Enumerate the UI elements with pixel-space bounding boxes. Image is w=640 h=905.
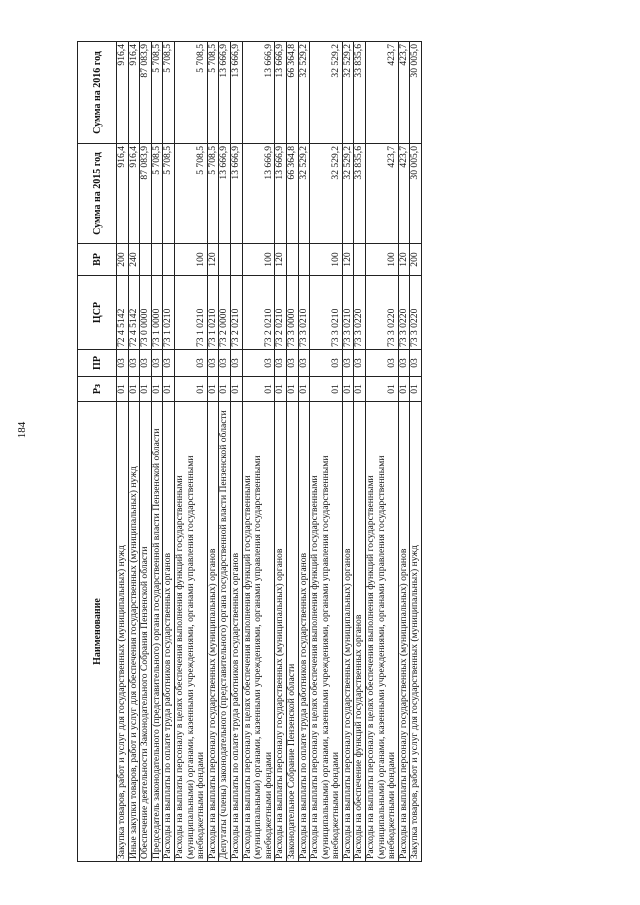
cell-sum-2015: 13 666,9: [275, 144, 287, 244]
cell-vr: 120: [207, 244, 219, 276]
cell-name: Расходы на выплаты персоналу в целях обеспечения выполнения функций государственными (муниципальными) органами, казенными учреждениями, органами управления государственными внебюджетными фондами: [366, 402, 399, 862]
cell-sum-2016: 13 666,9: [230, 42, 242, 144]
cell-sum-2015: 13 666,9: [230, 144, 242, 244]
cell-sum-2016: 5 708,5: [174, 42, 207, 144]
table-row: [117, 42, 129, 862]
cell-csr: 73 3 0000: [286, 276, 298, 350]
cell-rz: 01: [230, 377, 242, 402]
cell-vr: [298, 244, 310, 276]
cell-name: Председатель законодательного (представительного) органа государственной власти Пензенской области: [151, 402, 163, 862]
cell-vr: [354, 244, 366, 276]
cell-sum-2016: 87 083,9: [140, 42, 152, 144]
cell-pr: 03: [310, 350, 343, 377]
cell-csr: 73 1 0000: [151, 276, 163, 350]
header-rz: Рз: [78, 377, 117, 402]
cell-sum-2016: 13 666,9: [275, 42, 287, 144]
table-body: [117, 42, 422, 862]
cell-pr: 03: [219, 350, 231, 377]
cell-sum-2016: 33 835,6: [354, 42, 366, 144]
table-row: [275, 42, 287, 862]
budget-table-container: [77, 42, 575, 862]
cell-sum-2016: 423,7: [366, 42, 399, 144]
cell-csr: 73 0 0000: [140, 276, 152, 350]
cell-sum-2015: 32 529,2: [298, 144, 310, 244]
cell-name: Иные закупки товаров, работ и услуг для обеспечения государственных (муниципальных) нужд: [128, 402, 140, 862]
header-sum-2015: Сумма на 2015 год: [78, 144, 117, 244]
cell-name: Обеспечение деятельности Законодательного Собрания Пензенской области: [140, 402, 152, 862]
table-row: [242, 42, 275, 862]
cell-sum-2015: 423,7: [366, 144, 399, 244]
cell-vr: 100: [310, 244, 343, 276]
cell-sum-2015: 13 666,9: [242, 144, 275, 244]
cell-rz: 01: [398, 377, 410, 402]
cell-csr: 72 4 5142: [117, 276, 129, 350]
cell-vr: 240: [128, 244, 140, 276]
table-row: [230, 42, 242, 862]
cell-sum-2016: 423,7: [398, 42, 410, 144]
cell-vr: [230, 244, 242, 276]
table-row: [128, 42, 140, 862]
cell-sum-2015: 32 529,2: [310, 144, 343, 244]
table-row: [310, 42, 343, 862]
cell-sum-2016: 916,4: [117, 42, 129, 144]
cell-rz: 01: [342, 377, 354, 402]
cell-sum-2015: 13 666,9: [219, 144, 231, 244]
cell-vr: [151, 244, 163, 276]
cell-name: Расходы на выплаты по оплате труда работников государственных органов: [163, 402, 175, 862]
cell-pr: 03: [275, 350, 287, 377]
table-row: [286, 42, 298, 862]
cell-vr: [219, 244, 231, 276]
header-name: Наименование: [78, 402, 117, 862]
cell-rz: 01: [128, 377, 140, 402]
cell-vr: 200: [410, 244, 422, 276]
cell-pr: 03: [230, 350, 242, 377]
cell-sum-2016: 5 708,5: [151, 42, 163, 144]
cell-sum-2016: 5 708,5: [163, 42, 175, 144]
cell-sum-2015: 916,4: [128, 144, 140, 244]
cell-pr: 03: [242, 350, 275, 377]
cell-sum-2016: 30 005,0: [410, 42, 422, 144]
cell-name: Закупка товаров, работ и услуг для государственных (муниципальных) нужд: [117, 402, 129, 862]
cell-name: Расходы на выплаты персоналу государственных (муниципальных) органов: [398, 402, 410, 862]
cell-rz: 01: [163, 377, 175, 402]
cell-csr: 73 1 0210: [174, 276, 207, 350]
cell-sum-2015: 423,7: [398, 144, 410, 244]
cell-vr: 200: [117, 244, 129, 276]
cell-sum-2016: 13 666,9: [219, 42, 231, 144]
cell-vr: 120: [342, 244, 354, 276]
cell-name: Законодательное Собрание Пензенской области: [286, 402, 298, 862]
cell-name: Расходы на выплаты персоналу государственных (муниципальных) органов: [342, 402, 354, 862]
cell-pr: 03: [117, 350, 129, 377]
cell-vr: 120: [275, 244, 287, 276]
cell-rz: 01: [117, 377, 129, 402]
cell-name: Расходы на обеспечение функций государственных органов: [354, 402, 366, 862]
cell-csr: 72 4 5142: [128, 276, 140, 350]
cell-rz: 01: [140, 377, 152, 402]
cell-sum-2015: 30 005,0: [410, 144, 422, 244]
cell-csr: 73 3 0220: [398, 276, 410, 350]
cell-csr: 73 3 0220: [366, 276, 399, 350]
cell-sum-2016: 32 529,2: [342, 42, 354, 144]
cell-name: Расходы на выплаты персоналу государственных (муниципальных) органов: [275, 402, 287, 862]
cell-vr: [140, 244, 152, 276]
cell-sum-2015: 5 708,5: [174, 144, 207, 244]
header-pr: ПР: [78, 350, 117, 377]
cell-sum-2016: 916,4: [128, 42, 140, 144]
cell-rz: 01: [298, 377, 310, 402]
cell-vr: [163, 244, 175, 276]
table-row: [151, 42, 163, 862]
cell-pr: 03: [354, 350, 366, 377]
cell-pr: 03: [174, 350, 207, 377]
cell-csr: 73 3 0220: [354, 276, 366, 350]
cell-rz: 01: [354, 377, 366, 402]
cell-sum-2015: 916,4: [117, 144, 129, 244]
cell-vr: [286, 244, 298, 276]
cell-sum-2015: 87 083,9: [140, 144, 152, 244]
cell-rz: 01: [207, 377, 219, 402]
header-csr: ЦСР: [78, 276, 117, 350]
table-header-row: [78, 42, 117, 862]
cell-name: Закупка товаров, работ и услуг для государственных (муниципальных) нужд: [410, 402, 422, 862]
cell-name: Расходы на выплаты по оплате труда работников государственных органов: [298, 402, 310, 862]
cell-rz: 01: [219, 377, 231, 402]
cell-sum-2016: 66 364,8: [286, 42, 298, 144]
cell-sum-2015: 32 529,2: [342, 144, 354, 244]
cell-csr: 73 2 0210: [230, 276, 242, 350]
cell-sum-2015: 5 708,5: [151, 144, 163, 244]
cell-csr: 73 3 0210: [298, 276, 310, 350]
cell-csr: 73 1 0210: [163, 276, 175, 350]
cell-csr: 73 3 0220: [410, 276, 422, 350]
cell-pr: 03: [298, 350, 310, 377]
cell-pr: 03: [163, 350, 175, 377]
cell-rz: 01: [410, 377, 422, 402]
table-row: [298, 42, 310, 862]
cell-rz: 01: [286, 377, 298, 402]
cell-pr: 03: [286, 350, 298, 377]
cell-csr: 73 3 0210: [310, 276, 343, 350]
cell-vr: 100: [366, 244, 399, 276]
cell-rz: 01: [151, 377, 163, 402]
cell-csr: 73 3 0210: [342, 276, 354, 350]
cell-sum-2015: 33 835,6: [354, 144, 366, 244]
cell-rz: 01: [242, 377, 275, 402]
cell-name: Расходы на выплаты персоналу в целях обеспечения выполнения функций государственными (муниципальными) органами, казенными учреждениями, органами управления государственными внебюджетными фондами: [310, 402, 343, 862]
cell-pr: 03: [151, 350, 163, 377]
cell-sum-2016: 13 666,9: [242, 42, 275, 144]
cell-csr: 73 2 0000: [219, 276, 231, 350]
table-row: [354, 42, 366, 862]
cell-rz: 01: [366, 377, 399, 402]
table-row: [398, 42, 410, 862]
cell-csr: 73 2 0210: [242, 276, 275, 350]
table-row: [140, 42, 152, 862]
cell-name: Расходы на выплаты по оплате труда работников государственных органов: [230, 402, 242, 862]
cell-sum-2016: 32 529,2: [298, 42, 310, 144]
page-number: 184: [16, 421, 28, 439]
cell-csr: 73 1 0210: [207, 276, 219, 350]
cell-vr: 100: [242, 244, 275, 276]
cell-pr: 03: [366, 350, 399, 377]
cell-sum-2016: 32 529,2: [310, 42, 343, 144]
table-row: [219, 42, 231, 862]
header-sum-2016: Сумма на 2016 год: [78, 42, 117, 144]
cell-pr: 03: [140, 350, 152, 377]
cell-csr: 73 2 0210: [275, 276, 287, 350]
table-row: [174, 42, 207, 862]
cell-pr: 03: [398, 350, 410, 377]
cell-name: Расходы на выплаты персоналу в целях обеспечения выполнения функций государственными (муниципальными) органами, казенными учреждениями, органами управления государственными внебюджетными фондами: [174, 402, 207, 862]
cell-sum-2015: 66 364,8: [286, 144, 298, 244]
budget-table: [77, 41, 422, 862]
cell-name: Расходы на выплаты персоналу государственных (муниципальных) органов: [207, 402, 219, 862]
cell-vr: 120: [398, 244, 410, 276]
header-vr: ВР: [78, 244, 117, 276]
cell-pr: 03: [128, 350, 140, 377]
cell-sum-2016: 5 708,5: [207, 42, 219, 144]
cell-sum-2015: 5 708,5: [207, 144, 219, 244]
cell-name: Депутаты (члены) законодательного (представительного) органа государственной власти Пензенской области: [219, 402, 231, 862]
table-row: [366, 42, 399, 862]
table-row: [163, 42, 175, 862]
cell-rz: 01: [310, 377, 343, 402]
table-row: [410, 42, 422, 862]
cell-rz: 01: [275, 377, 287, 402]
cell-name: Расходы на выплаты персоналу в целях обеспечения выполнения функций государственными (муниципальными) органами, казенными учреждениями, органами управления государственными внебюджетными фондами: [242, 402, 275, 862]
cell-sum-2015: 5 708,5: [163, 144, 175, 244]
cell-pr: 03: [342, 350, 354, 377]
table-row: [207, 42, 219, 862]
cell-pr: 03: [410, 350, 422, 377]
cell-rz: 01: [174, 377, 207, 402]
cell-vr: 100: [174, 244, 207, 276]
table-row: [342, 42, 354, 862]
cell-pr: 03: [207, 350, 219, 377]
